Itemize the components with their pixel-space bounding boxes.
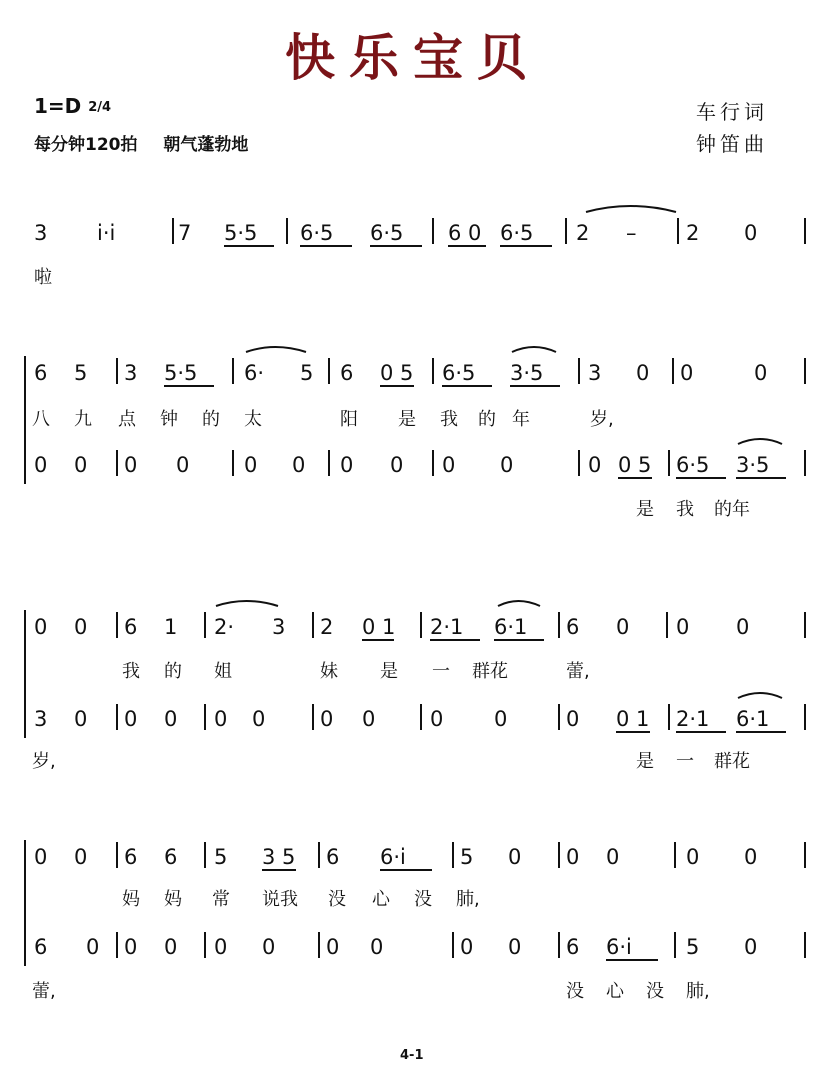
note: 0 [442, 453, 456, 477]
tie-mark [512, 347, 556, 352]
note: 0 [616, 615, 630, 639]
note: 0 [74, 707, 88, 731]
note: 6·5 [442, 361, 476, 385]
note: 0 [244, 453, 258, 477]
note: 0 [214, 707, 228, 731]
lyric: 我 [122, 661, 140, 682]
note: 0 [500, 453, 514, 477]
note: 0 [636, 361, 650, 385]
note: 6· [244, 361, 265, 385]
note: 3 [34, 707, 48, 731]
lyric: 钟 [160, 409, 178, 430]
note: 5 [74, 361, 88, 385]
time-signature: 2/4 [88, 100, 112, 115]
note: 0 [34, 615, 48, 639]
note: 0 [86, 935, 100, 959]
note: 6·i [380, 845, 406, 869]
lyric: 群花 [472, 661, 508, 682]
note: 0 [34, 453, 48, 477]
lyric: 蕾, [32, 981, 56, 1002]
note: 0 [320, 707, 334, 731]
lyric: 的 [164, 661, 182, 682]
note: 6 [566, 935, 580, 959]
note: 0 [370, 935, 384, 959]
tie-mark [738, 693, 782, 698]
lyric: 说我 [262, 889, 298, 910]
note: 6 [566, 615, 580, 639]
note: 0 [362, 707, 376, 731]
note: 2·1 [430, 615, 464, 639]
lyric: 九 [74, 409, 92, 430]
lyric: 我 [676, 499, 694, 520]
note: 6·5 [676, 453, 710, 477]
lyric: 年 [512, 409, 530, 430]
note: 0 [744, 935, 758, 959]
lyric: 是 [380, 661, 398, 682]
note: 0 [124, 453, 138, 477]
note: 0 [676, 615, 690, 639]
tie-mark [738, 439, 782, 444]
note: 0 1 [362, 615, 396, 639]
note: 3 5 [262, 845, 296, 869]
tie-mark [586, 206, 676, 212]
lyric: 的 [478, 409, 496, 430]
lyric: 阳 [340, 409, 358, 430]
note: 2· [214, 615, 235, 639]
note: 6·i [606, 935, 632, 959]
note: 0 [494, 707, 508, 731]
note: 6·5 [370, 221, 404, 245]
note: 3 [588, 361, 602, 385]
note: 5·5 [224, 221, 258, 245]
note: 0 [176, 453, 190, 477]
note: 3 [124, 361, 138, 385]
note: 3·5 [736, 453, 770, 477]
lyric: 肺, [456, 889, 480, 910]
lyric: 蕾, [566, 661, 590, 682]
note: 7 [178, 221, 192, 245]
lyric: 我 [440, 409, 458, 430]
note: 0 [460, 935, 474, 959]
note: 5·5 [164, 361, 198, 385]
note: 0 [566, 707, 580, 731]
lyric: 岁, [590, 409, 614, 430]
note: 0 [164, 935, 178, 959]
note: 0 1 [616, 707, 650, 731]
note: 6·5 [500, 221, 534, 245]
note: 0 [390, 453, 404, 477]
lyric: 点 [118, 409, 136, 430]
note: 0 [34, 845, 48, 869]
lyric: 没 [328, 889, 346, 910]
lyric: 八 [32, 409, 50, 430]
note: 0 [508, 935, 522, 959]
note: 6 [340, 361, 354, 385]
note: 0 [508, 845, 522, 869]
lyric: 常 [212, 889, 230, 910]
note: 3 [272, 615, 286, 639]
note: 0 [680, 361, 694, 385]
note: 5 [460, 845, 474, 869]
note: 0 [340, 453, 354, 477]
note: 0 [74, 453, 88, 477]
tie-mark [216, 601, 278, 606]
lyric: 心 [372, 889, 390, 910]
note: 6 [124, 845, 138, 869]
note: 3·5 [510, 361, 544, 385]
note: 0 [430, 707, 444, 731]
note: 0 [164, 707, 178, 731]
note: 0 [124, 935, 138, 959]
lyric: 是 [636, 499, 654, 520]
lyric: 心 [606, 981, 624, 1002]
note: 0 [74, 845, 88, 869]
note: 3 [34, 221, 48, 245]
lyric: 一 [432, 661, 450, 682]
note: 2 [320, 615, 334, 639]
lyric: 太 [244, 409, 262, 430]
note: 0 [214, 935, 228, 959]
note: 0 [754, 361, 768, 385]
lyric: 的年 [714, 499, 750, 520]
lyric: 妹 [320, 661, 338, 682]
note: 0 5 [380, 361, 414, 385]
note: 5 [686, 935, 700, 959]
note: 6 0 [448, 221, 482, 245]
note: 2 [686, 221, 700, 245]
lyric: 一 [676, 751, 694, 772]
note: 6·1 [736, 707, 770, 731]
lyric: 的 [202, 409, 220, 430]
tempo-text: 每分钟120拍 [34, 135, 138, 155]
note: 6 [164, 845, 178, 869]
expression-text: 朝气蓬勃地 [163, 135, 249, 155]
lyric: 啦 [34, 267, 52, 288]
note: 0 [744, 221, 758, 245]
note: 0 [686, 845, 700, 869]
lyric: 岁, [32, 751, 56, 772]
note: 0 [292, 453, 306, 477]
page-title: 快乐宝贝 [285, 29, 541, 87]
note: 5 [300, 361, 314, 385]
note: 6·5 [300, 221, 334, 245]
note: 0 [124, 707, 138, 731]
note: 0 [74, 615, 88, 639]
note: 0 5 [618, 453, 652, 477]
key-text: 1=D [34, 94, 82, 118]
note: 6 [34, 935, 48, 959]
lyric: 肺, [686, 981, 710, 1002]
tie-mark [246, 347, 306, 352]
note: 0 [326, 935, 340, 959]
note: i·i [97, 221, 116, 245]
note: 0 [252, 707, 266, 731]
note: 6·1 [494, 615, 528, 639]
note: 0 [262, 935, 276, 959]
note: 0 [744, 845, 758, 869]
lyric: 妈 [164, 889, 182, 910]
lyricist: 车行词 [696, 100, 768, 124]
lyric: 没 [646, 981, 664, 1002]
note: 0 [566, 845, 580, 869]
note: 6 [124, 615, 138, 639]
note: 0 [736, 615, 750, 639]
note: 6 [326, 845, 340, 869]
tie-mark [498, 601, 540, 606]
lyric: 群花 [714, 751, 750, 772]
lyric: 没 [566, 981, 584, 1002]
composer: 钟笛曲 [696, 132, 768, 156]
note: 0 [606, 845, 620, 869]
note: 1 [164, 615, 178, 639]
note: 2·1 [676, 707, 710, 731]
lyric: 妈 [122, 889, 140, 910]
lyric: 是 [636, 751, 654, 772]
note: 5 [214, 845, 228, 869]
note: 0 [588, 453, 602, 477]
lyric: 没 [414, 889, 432, 910]
note: 2 [576, 221, 590, 245]
note: 6 [34, 361, 48, 385]
note: – [626, 221, 637, 245]
lyric: 是 [398, 409, 416, 430]
page-number: 4-1 [400, 1048, 424, 1063]
lyric: 姐 [214, 661, 232, 682]
